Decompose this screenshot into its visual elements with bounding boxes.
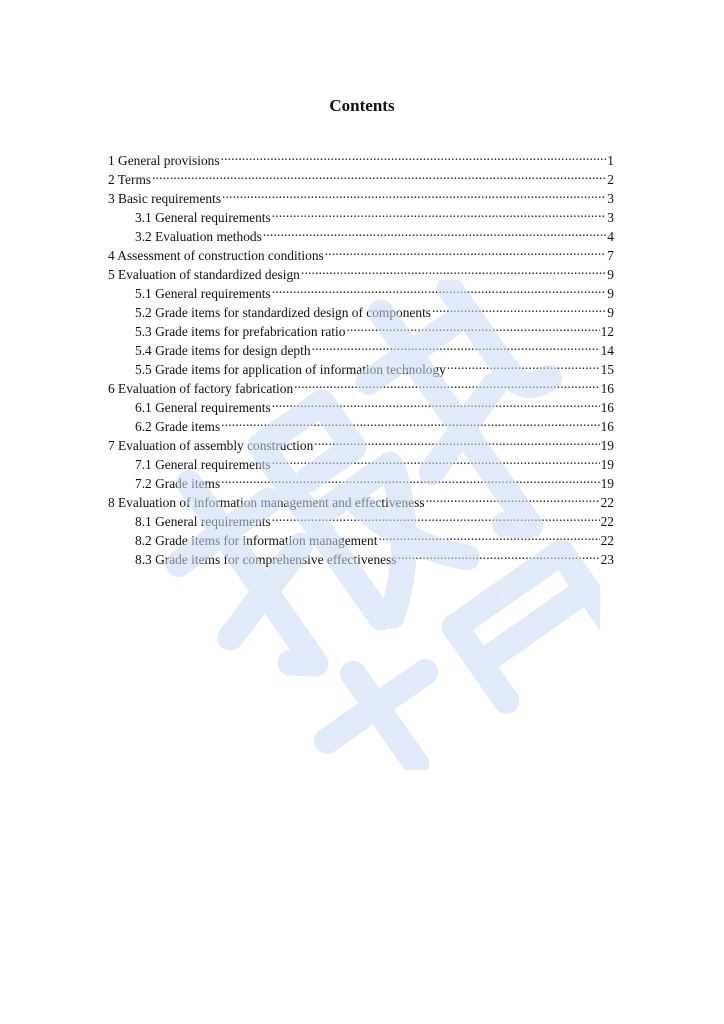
table-of-contents [108, 146, 614, 567]
toc-page-number: 19 [600, 438, 614, 453]
dot-leader [294, 374, 599, 393]
toc-entry-label: 5.5 Grade items for application of information technology [135, 362, 446, 377]
toc-entry-label: 3 Basic requirements [108, 191, 222, 206]
dot-leader [314, 431, 599, 450]
toc-page-number: 9 [607, 305, 614, 320]
dot-leader [222, 184, 606, 203]
toc-entry-label: 5.1 General requirements [135, 286, 271, 301]
dot-leader [426, 488, 600, 507]
toc-page-number: 22 [600, 495, 614, 510]
toc-page-number: 3 [607, 191, 614, 206]
toc-page-number: 19 [600, 476, 614, 491]
toc-page-number: 23 [600, 552, 614, 567]
toc-page-number: 19 [600, 457, 614, 472]
toc-page-number: 16 [600, 381, 614, 396]
toc-page-number: 9 [607, 267, 614, 282]
toc-entry-label: 4 Assessment of construction conditions [108, 248, 324, 263]
dot-leader [263, 222, 606, 241]
dot-leader [221, 412, 599, 431]
toc-entry-label: 5.3 Grade items for prefabrication ratio [135, 324, 346, 339]
page-title: Contents [329, 96, 395, 115]
toc-page-number: 3 [607, 210, 614, 225]
toc-entry-label: 8.1 General requirements [135, 514, 271, 529]
toc-page-number: 16 [600, 400, 614, 415]
dot-leader [398, 545, 600, 564]
toc-entry-label: 7.2 Grade items [135, 476, 221, 491]
toc-page-number: 22 [600, 533, 614, 548]
dot-leader [221, 146, 607, 165]
toc-section-entry[interactable] [108, 184, 614, 206]
toc-section-entry[interactable] [108, 146, 614, 168]
dot-leader [221, 469, 599, 488]
toc-page-number: 16 [600, 419, 614, 434]
toc-entry-label: 5.2 Grade items for standardized design of components [135, 305, 431, 320]
toc-entry-label: 7 Evaluation of assembly construction [108, 438, 314, 453]
dot-leader [272, 279, 607, 298]
toc-entry-label: 3.2 Evaluation methods [135, 229, 262, 244]
dot-leader [346, 317, 599, 336]
dot-leader [272, 507, 600, 526]
toc-entry-label: 7.1 General requirements [135, 457, 271, 472]
dot-leader [378, 526, 599, 545]
dot-leader [312, 336, 600, 355]
dot-leader [272, 393, 600, 412]
toc-page-number: 22 [600, 514, 614, 529]
toc-page-number: 1 [607, 153, 614, 168]
toc-entry-label: 8.2 Grade items for information management [135, 533, 378, 548]
toc-entry-label: 5 Evaluation of standardized design [108, 267, 300, 282]
dot-leader [152, 165, 606, 184]
toc-entry-label: 6.2 Grade items [135, 419, 221, 434]
toc-page-number: 9 [607, 286, 614, 301]
dot-leader [272, 203, 607, 222]
dot-leader [272, 450, 600, 469]
toc-entry-label: 5.4 Grade items for design depth [135, 343, 311, 358]
toc-entry-label: 6 Evaluation of factory fabrication [108, 381, 294, 396]
toc-entry-label: 2 Terms [108, 172, 152, 187]
toc-entry-label: 3.1 General requirements [135, 210, 271, 225]
dot-leader [325, 241, 607, 260]
toc-entry-label: 8 Evaluation of information management and effectiveness [108, 495, 425, 510]
toc-page-number: 14 [600, 343, 614, 358]
toc-page-number: 15 [600, 362, 614, 377]
dot-leader [301, 260, 606, 279]
toc-entry-label: 6.1 General requirements [135, 400, 271, 415]
toc-page-number: 7 [607, 248, 614, 263]
dot-leader [447, 355, 600, 374]
toc-section-entry[interactable] [108, 165, 614, 187]
dot-leader [432, 298, 606, 317]
toc-page-number: 12 [600, 324, 614, 339]
toc-entry-label: 1 General provisions [108, 153, 220, 168]
toc-page-number: 2 [607, 172, 614, 187]
toc-entry-label: 8.3 Grade items for comprehensive effectiveness [135, 552, 397, 567]
toc-page-number: 4 [607, 229, 614, 244]
